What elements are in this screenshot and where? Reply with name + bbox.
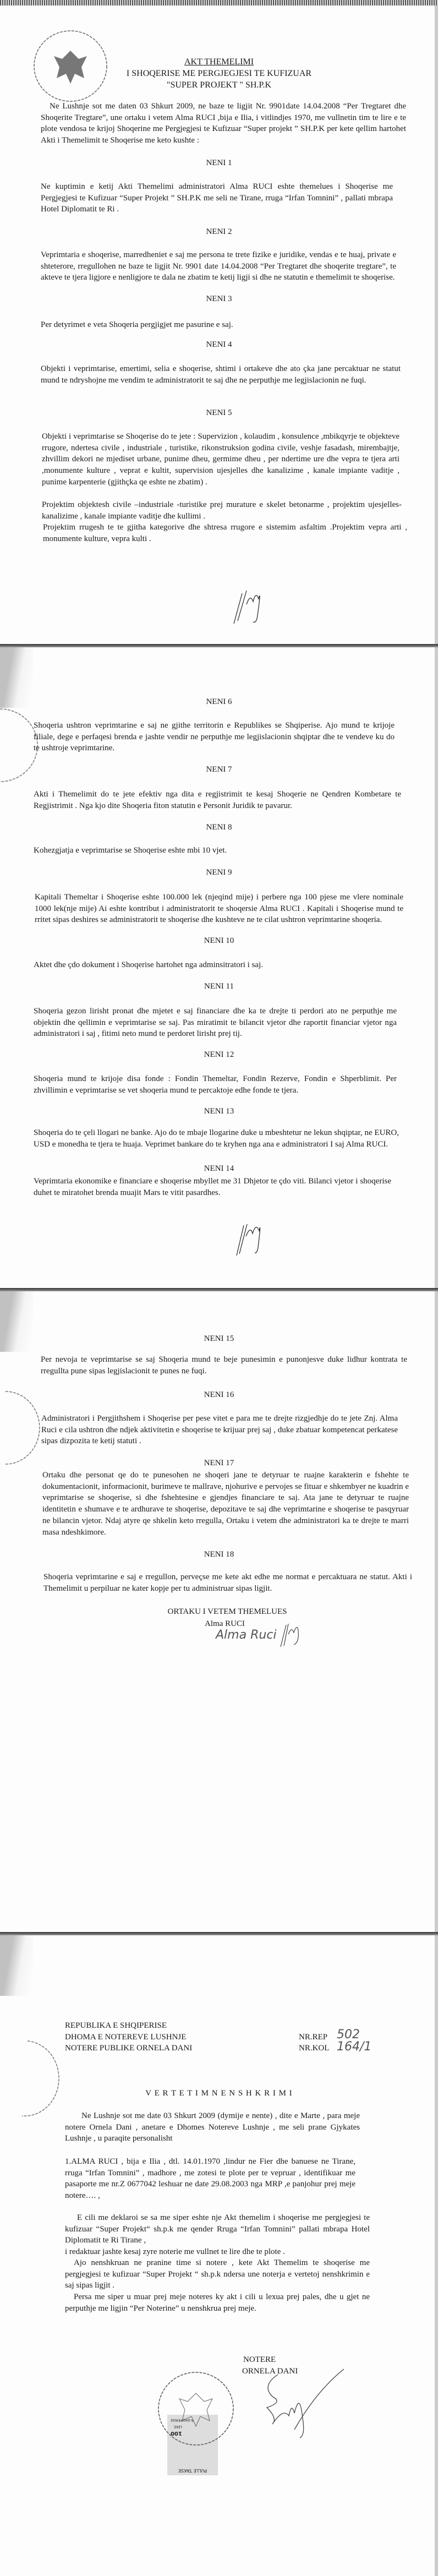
signoff-name: ORNELA DANI [242, 2367, 298, 2376]
page-edge [435, 1935, 438, 2576]
header-line: REPUBLIKA E SHQIPERISE [65, 2021, 167, 2030]
article-text: Kapitali Themeltar i Shoqerise eshte 100.000 lek (njeqind mije) i perbere nga 100 pjese me vlere nominale 1000 lek(nje mije) Ai eshte kontribut i administratorit te shoqersie Alma RUCI . Kapitali i Shoqerise mund te rritet sipas deshires se administratorit te shoqerise dhe kushteve ne te cilat ushtron veprimtarine shoqeria. [35, 893, 403, 925]
notary-paragraph: 1.ALMA RUCI , bija e Ilia , dtl. 14.01.1970 ,lindur ne Fier dhe banuese ne Tirane, rruga “Irfan Tomnini” , madhore , me zotesi te plote per te vepruar , identifikuar me pasaporte me nr.Z 0677042 leshuar ne date 29.08.2003 nga MRP ,e panjohur prej meje notere…. , [65, 2157, 355, 2201]
article-text: Objekti i veprimtarise se Shoqerise do te jete : Supervizion , kolaudim , konsulence ,mbikqyrje te objekteve rrugore, ndertesa civile , industriale , turistike, rikonstruksion godina civile, veshje fasadash, mirembajtje, zhvillim dekori ne mjediset urbane, punime dheu, germime dheu , per ndertime ure dhe vepra te tjera arti ,monumente kulture , veprat e kultit, supervision ujesjelles dhe kanalizime , kanale impiante vaditje , punime karpenterie (gjithçka qe eshte ne zbatim) . [42, 432, 399, 487]
article-heading: NENI 16 [204, 1390, 234, 1399]
article-text: Akti i Themelimit do te jete efektiv nga dita e regjistrimit te kesaj Shoqerie ne Qendren Kombetare te Regjistrimit . Nga kjo dite Shoqeria fiton statutin e Personit Juridik te pavarur. [34, 790, 401, 810]
intro-paragraph: Ne Lushnje sot me daten 03 Shkurt 2009, ne baze te ligjit Nr. 9901date 14.04.2008 “Per Tregtaret dhe Shoqerite Tregtare”, une ortaku i vetem Alma RUCI ,bija e Ilia, i vitlindjes 1970, me vullnetin tim te lire e te plote vendosa te krijoj Shoqerine me Pergjegjesi te Kufizuar “Super projekt ” SH.P.K per kete qellim hartohet Akti i Themelimit te Shoqerise me keto kushte : [41, 102, 406, 145]
article-text: Projektim rrugesh te te gjitha kategorive dhe shtresa rrugore e sistemim asfaltim .Projektim vepra arti , monumente kulture, vepra kulti . [43, 523, 407, 543]
document-page-3 [0, 1291, 438, 1933]
notary-paragraph: i redaktuar jashte kesaj zyre noterie me vullnet te lire dhe te plote . [65, 2247, 285, 2256]
article-heading: NENI 15 [204, 1334, 234, 1343]
article-heading: NENI 7 [206, 765, 232, 774]
article-heading: NENI 3 [206, 294, 232, 303]
company-name: "SUPER PROJEKT " SH.P.K [166, 80, 272, 90]
founder-label: ORTAKU I VETEM THEMELUES [167, 1607, 287, 1616]
article-text: Shoqeria gezon lirisht pronat dhe mjetet e saj financiare dhe ka te drejte ti perdori ato ne perputhje me objektin dhe qellimin e veprimtarise se saj. Pas miratimit te bilancit vjetor dhe raportit financiar vjetor nga administratori i saj , fitimi neto mund te perdoret lirisht prej tij. [34, 1007, 397, 1039]
tax-stamp-issuer: R.SHQIPERISE [171, 2418, 194, 2422]
header-line: DHOMA E NOTEREVE LUSHNJE [65, 2033, 187, 2042]
article-text: Shoqeria mund te krijoje disa fonde : Fondin Themeltar, Fondin Rezerve, Fondin e Shperblimit. Per zhvillimin e veprimtarise se vet shoqeria mund te percaktoje edhe fonde te tjera. [34, 1074, 397, 1095]
article-heading: NENI 11 [204, 982, 234, 991]
scan-corner-shadow [0, 1935, 33, 1996]
nr-rep-value: 502 [337, 2028, 360, 2042]
article-text: Aktet dhe çdo dokument i Shoqerise hartohet nga adminsitratori i saj. [34, 960, 263, 969]
scan-top-strip [0, 0, 438, 6]
notary-paragraph: E cili me deklaroi se sa me siper eshte nje Akt themelim i shoqerise me pergjegjesi te kufizuar “Super Projekt“ sh.p.k me qender Rruga “Irfan Tomnini” pallati mbrapa Hotel Diplomatit te Ri Tirane , [65, 2213, 370, 2245]
article-text: Per nevoja te veprimtarise se saj Shoqeria mund te beje punesimin e punonjesve duke lidhur kontrata te rregullta pune sipas legjislacionit te punes ne fuqi. [41, 1355, 407, 1376]
signoff-title: NOTERE [243, 2355, 276, 2364]
article-text: Per detyrimet e veta Shoqeria pergjigjet me pasurine e saj. [41, 320, 233, 329]
article-text: Shoqeria veprimtarine e saj e rregullon, perveçse me kete akt edhe me normat e percaktuara ne statut. Akti i Themelimit u perpiluar ne kater kopje per tu administruar sipas ligjit. [43, 1573, 412, 1593]
article-heading: NENI 10 [204, 936, 234, 945]
article-text: Shoqeria do te çeli llogari ne banke. Ajo do te mbaje llogarine duke u mbeshtetur ne lekun shqiptar, ne EURO, USD e monedha te tjera te huaja. Veprimet bankare do te kryhen nga ana e administratori I saj Alma RUCI. [34, 1128, 399, 1149]
article-text: Veprimtaria ekonomike e financiare e shoqerise mbyllet me 31 Dhjetor te çdo viti. Bilanci vjetor i shoqerise duhet te miratohet brenda muajit Mars te vitit pasardhes. [34, 1177, 391, 1197]
notary-paragraph: Persa me siper u muar prej meje noteres ky akt i cili u lexua prej pales, dhe u gjet ne perputhje me ligjin “Per Noterine” u nenshkrua prej meje. [65, 2293, 370, 2313]
notary-signature-icon [261, 2369, 344, 2441]
article-heading: NENI 9 [206, 868, 232, 877]
article-text: Veprimtaria e shoqerise, marredheniet e saj me persona te trete fizike e juridike, vendas e te huaj, private e shteterore, rregullohen ne baze te ligjit Nr. 9901 date 14.04.2008 “Per Tregtaret dhe shoqerite tregtare”, te akteve te tjera ligjore e nenligjore te dala ne zbatim te ketij ligji si dhe ne statutin e themelimit te shoqerise. [41, 250, 396, 282]
certification-title: V E R T E T I M N E N S H K R I M I [145, 2089, 293, 2098]
document-page-4 [0, 1935, 438, 2576]
article-heading: NENI 13 [204, 1107, 234, 1116]
document-page-2 [0, 647, 438, 1289]
page-edge [435, 6, 438, 644]
initials-signature-icon [231, 582, 270, 626]
article-text: Ortaku dhe personat qe do te punesohen ne shoqeri jane te detyruar te ruajne karakterin e fshehte te dokumentacionit, informacionit, burimeve te mallrave, njohurive e pervojes se fituar e shkembyer ne kuadrin e veprimtarise se shoqerise, si dhe fshehtesine e gjendjes financiare te saj. Ata jane te detyruar te ruajne identitetin e shumave e te ardhurave te shoqerise, depozitave te saj dhe veprimtarine e shoqerise te pasqyruar ne bilancin vjetor. Ndaj atyre qe shkelin keto rregulla, Ortaku i vetem dhe administratori ka te drejte te marri masa ndeshkimore. [42, 1471, 409, 1537]
notary-paragraph: Ajo nenshkruan ne pranine time si notere , kete Akt Themelim te shoqerise me pergjegjesi te kufizuar “Super Projekt “ sh.p.k ndersa une noterja e vertetoj nenshkrimin e saj sipas ligjit . [65, 2258, 370, 2290]
article-heading: NENI 4 [206, 340, 232, 349]
article-heading: NENI 1 [206, 159, 232, 167]
founder-name: Alma RUCI [205, 1619, 245, 1628]
document-page-1 [0, 0, 438, 644]
article-text: Kohezgjatja e veprimtarise se Shoqerise eshte mbi 10 vjet. [34, 846, 227, 855]
article-text: Ne kuptimin e ketij Akti Themelimi administratori Alma RUCI eshte themelues i Shoqerise me Pergjegjesi te Kufizuar “Super Projekt ” SH.P.K me seli ne Tirane, rruga “Irfan Tomnini” , pallati mbrapa Hotel Diplomatit te Ri . [41, 182, 393, 214]
nr-kol-label: NR.KOL [299, 2044, 330, 2053]
article-heading: NENI 6 [206, 697, 232, 706]
notary-seal-partial-icon [0, 1390, 39, 1465]
initials-signature-icon [234, 1214, 267, 1258]
article-text: Objekti i veprimtarise, emertimi, selia e shoqerise, shtimi i ortakeve dhe ato çka jane percaktuar ne statut mund te ndryshojne me vendim te administratorit te saj dhe ne perputhje me legjislacionin ne fuqi. [41, 364, 401, 385]
article-heading: NENI 12 [204, 1050, 234, 1059]
nr-rep-label: NR.REP [299, 2033, 328, 2042]
act-title: AKT THEMELIMI [184, 57, 254, 67]
nr-kol-value: 164/1 [337, 2040, 372, 2054]
act-subtitle: I SHOQERISE ME PERGJEGJESI TE KUFIZUAR [126, 69, 312, 78]
article-heading: NENI 17 [204, 1459, 234, 1467]
page-edge [435, 647, 438, 1289]
header-line: NOTERE PUBLIKE ORNELA DANI [65, 2044, 193, 2053]
notary-seal-icon [157, 2371, 234, 2446]
tax-stamp-label: PULLE TAKSE [178, 2468, 207, 2473]
article-heading: NENI 5 [206, 408, 232, 417]
article-heading: NENI 14 [204, 1164, 234, 1173]
notary-seal-partial-icon [6, 2040, 61, 2117]
initials-signature-icon [280, 1620, 302, 1648]
article-text: Administratori i Pergjithshem i Shoqerise per pese vitet e para me te drejte rizgjedhje do te jete Znj. Alma Ruci e cila ushtron dhe ndjek aktivitetin e shoqerise te krijuar prej saj , duke zbatuar kompetencat perkatese sipas dizpozita te ketij statuti . [41, 1414, 398, 1446]
notary-paragraph: Ne Lushnje sot me date 03 Shkurt 2009 (dymije e nente) , dite e Marte , para meje notere Ornela Dani , anetare e Dhomes Notereve Lushnje , me seli prane Gjykates Lushnje , u paraqite personalisht [65, 2111, 360, 2143]
article-heading: NENI 2 [206, 227, 232, 236]
founder-signature: Alma Ruci [216, 1628, 277, 1642]
page-edge [435, 1291, 438, 1933]
article-heading: NENI 8 [206, 823, 232, 832]
tax-stamp-unit: LEKE [174, 2425, 182, 2428]
article-text: Shoqeria ushtron veprimtarine e saj ne gjithe territorin e Republikes se Shqiperise. Ajo mund te krijoje filiale, dege e perfaqesi brenda e jashte vendir ne perputhje me legjislacionin shqiptar dhe te vendeve ku do te ushtroje veprimtarine. [34, 721, 395, 753]
tax-stamp-value: 100 [171, 2430, 182, 2436]
article-text: Projektim objektesh civile –industriale -turistike prej murature e skelet betonarme , projektim ujesjelles-kanalizime , kanale impiante vaditje dhe kullimi . [42, 500, 402, 521]
article-heading: NENI 18 [204, 1550, 234, 1559]
